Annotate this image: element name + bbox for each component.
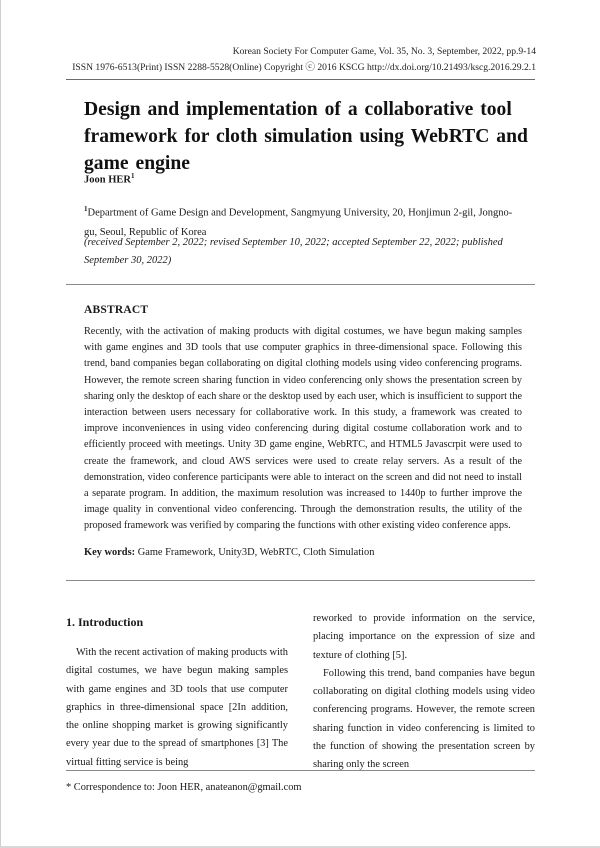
abstract-top-rule <box>66 284 535 285</box>
abstract-heading: ABSTRACT <box>84 304 149 316</box>
abstract-body: Recently, with the activation of making products with digital costumes, we have begun making samples with game engines and 3D tools that use computer graphics in three-dimensional space. Following this trend, band companies began collaborating on digital clothing models using video conferencing programs. However, the remote screen sharing function in video conferencing only shows the presentation screen by sharing only the desktop of each share or the desktop used by each user, which is insufficient to support the interaction between users necessary for collaborative work. In this study, a framework was created to improve inconveniences in using video conferencing during digital costume collaboration work and to efficiently proceed with meetings. Unity 3D game engine, WebRTC, and HTML5 Javascrpit were used to create the framework, and cloud AWS services were used to create relay servers. As a result of the demonstration, video conference participants were able to interact on the screen and did not need to install a separate program. In addition, the maximum resolution was increased to 1440p to further improve the image quality in conventional video conferencing. Through the demonstration results, the utility of the proposed framework was verified by comparing the functions with other existing video conference apps. <box>84 326 522 532</box>
keywords-line <box>84 546 374 560</box>
introduction-heading: 1. Introduction <box>66 615 144 629</box>
page-left-edge <box>0 0 1 848</box>
introduction-right-paragraph-1: reworked to provide information on the service, placing importance on the expression of size and texture of clothing [5]. <box>313 613 535 661</box>
right-column <box>313 610 535 775</box>
author-affiliation-mark: 1 <box>130 172 135 180</box>
abstract-bottom-rule <box>66 580 535 581</box>
left-column <box>66 614 288 772</box>
header-rule <box>66 79 535 80</box>
introduction-left-paragraph: With the recent activation of making products with digital costumes, we have begun making samples with game engines and 3D tools that use computer graphics in three-dimensional space [2In addition, the online shopping market is growing significantly every year due to the spread of smartphones [3] The virtual fitting service is being <box>66 647 288 768</box>
affiliation-mark: 1 <box>84 205 88 213</box>
received-dates: (received September 2, 2022; revised September 10, 2022; accepted September 22, 2022; published September 30, 2022) <box>84 237 503 266</box>
affiliation-text: Department of Game Design and Development, Sangmyung University, 20, Honjimun 2-gil, Jongno-gu, Seoul, Republic of Korea <box>84 207 513 238</box>
introduction-right-paragraph-2: Following this trend, band companies have begun collaborating on digital clothing models using video conferencing programs. However, the remote screen sharing function in video conferencing is limited to the function of showing the presentation screen by sharing only the screen <box>313 667 535 771</box>
journal-issn-line: ISSN 1976-6513(Print) ISSN 2288-5528(Online) Copyright ⓒ 2016 KSCG http://dx.doi.org/10.21493/kscg.2016.29.2.1 <box>72 62 536 73</box>
journal-citation-line: Korean Society For Computer Game, Vol. 35, No. 3, September, 2022, pp.9-14 <box>232 46 536 57</box>
author-line <box>84 169 134 188</box>
footnote-rule <box>66 770 535 771</box>
author-name: Joon HER <box>84 174 131 186</box>
keywords-text: Game Framework, Unity3D, WebRTC, Cloth Simulation <box>137 547 375 558</box>
keywords-label: Key words: <box>84 547 136 558</box>
correspondence-footnote: * Correspondence to: Joon HER, anateanon@gmail.com <box>66 782 302 793</box>
paper-title: Design and implementation of a collaborative tool framework for cloth simulation using WebRTC and game engine <box>84 99 528 174</box>
